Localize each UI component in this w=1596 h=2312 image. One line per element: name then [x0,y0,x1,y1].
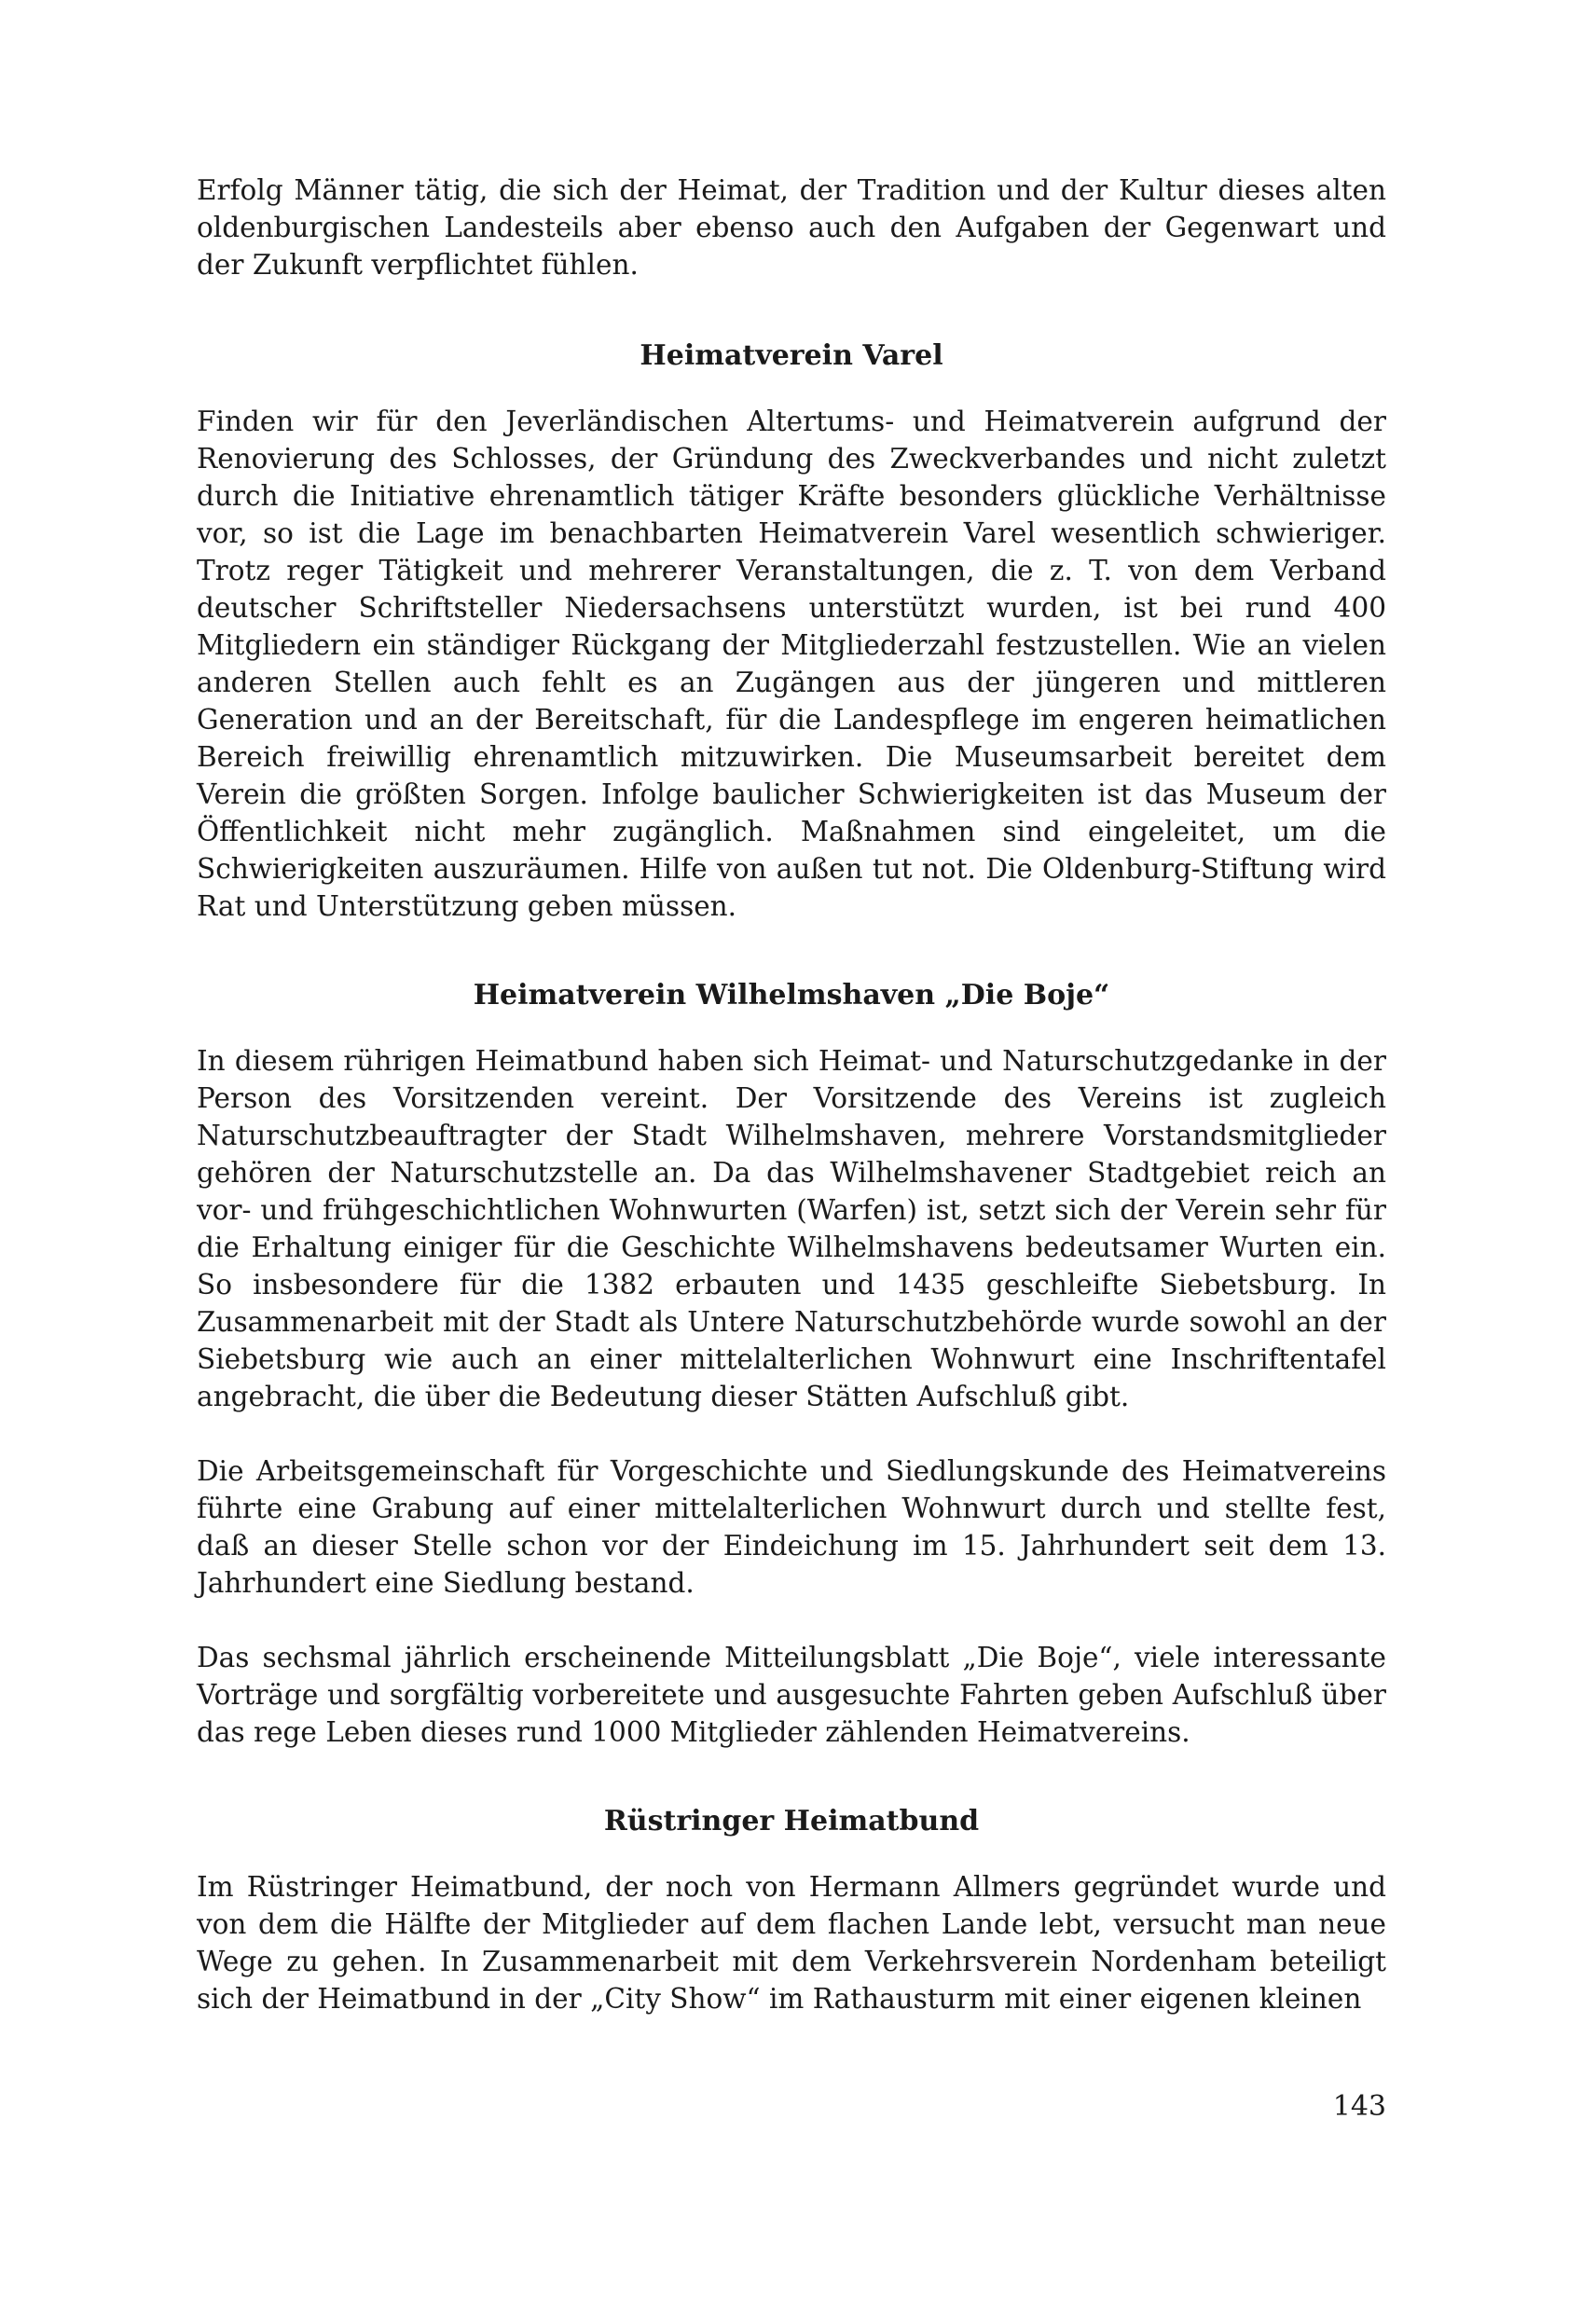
varel-paragraph: Finden wir für den Jeverländischen Altertums- und Heimatverein aufgrund der Renovierung des Schlosses, der Gründung des Zweckverbandes und nicht zuletzt durch die Initiative ehrenamtlich tätiger Kräfte besonders glückliche Verhältnisse vor, so ist die Lage im benachbarten Heimatverein Varel wesentlich schwieriger. Trotz reger Tätigkeit und mehrerer Veranstaltungen, die z. T. von dem Verband deutscher Schriftsteller Niedersachsens unterstützt wurden, ist bei rund 400 Mitgliedern ein ständiger Rückgang der Mitgliederzahl festzustellen. Wie an vielen anderen Stellen auch fehlt es an Zugängen aus der jüngeren und mittleren Generation und an der Bereitschaft, für die Landespflege im engeren heimatlichen Bereich freiwillig ehrenamtlich mitzuwirken. Die Museumsarbeit bereitet dem Verein die größten Sorgen. Infolge baulicher Schwierigkeiten ist das Museum der Öffentlichkeit nicht mehr zugänglich. Maßnahmen sind eingeleitet, um die Schwierigkeiten auszuräumen. Hilfe von außen tut not. Die Oldenburg-Stiftung wird Rat und Unterstützung geben müssen. [197,406,1386,922]
boje-paragraph-3: Das sechsmal jährlich erscheinende Mitteilungsblatt „Die Boje“, viele interessante Vorträge und sorgfältig vorbereitete und ausgesuchte Fahrten geben Aufschluß über das rege Leben dieses rund 1000 Mitglieder zählenden Heimatvereins. [197,1642,1386,1748]
heading-heimatverein-varel: Heimatverein Varel [640,339,943,372]
heading-ruestringer-heimatbund: Rüstringer Heimatbund [603,1805,980,1837]
page-number: 143 [1332,2090,1386,2123]
ruestringer-paragraph: Im Rüstringer Heimatbund, der noch von Hermann Allmers gegründet wurde und von dem die Hälfte der Mitglieder auf dem flachen Lande lebt, versucht man neue Wege zu gehen. In Zusammenarbeit mit dem Verkehrsverein Nordenham beteiligt sich der Heimatbund in der „City Show“ im Rathausturm mit einer eigenen kleinen [197,1871,1386,2015]
boje-paragraph-1: In diesem rührigen Heimatbund haben sich Heimat- und Naturschutzgedanke in der Person des Vorsitzenden vereint. Der Vorsitzende des Vereins ist zugleich Naturschutzbeauftragter der Stadt Wilhelmshaven, mehrere Vorstandsmitglieder gehören der Naturschutzstelle an. Da das Wilhelmshavener Stadtgebiet reich an vor- und frühgeschichtlichen Wohnwurten (Warfen) ist, setzt sich der Verein sehr für die Erhaltung einiger für die Geschichte Wilhelmshavens bedeutsamer Wurten ein. So insbesondere für die 1382 erbauten und 1435 geschleifte Siebetsburg. In Zusammenarbeit mit der Stadt als Untere Naturschutzbehörde wurde sowohl an der Siebetsburg wie auch an einer mittelalterlichen Wohnwurt eine Inschriftentafel angebracht, die über die Bedeutung dieser Stätten Aufschluß gibt. [197,1045,1386,1412]
page-body [197,172,1386,2017]
heading-heimatverein-wilhelmshaven: Heimatverein Wilhelmshaven „Die Boje“ [473,979,1110,1012]
intro-paragraph: Erfolg Männer tätig, die sich der Heimat, der Tradition und der Kultur dieses alten oldenburgischen Landesteils aber ebenso auch den Aufgaben der Gegenwart und der Zukunft verpflichtet fühlen. [197,174,1386,281]
boje-paragraph-2: Die Arbeitsgemeinschaft für Vorgeschichte und Siedlungskunde des Heimatvereins führte eine Grabung auf einer mittelalterlichen Wohnwurt durch und stellte fest, daß an dieser Stelle schon vor der Eindeichung im 15. Jahrhundert seit dem 13. Jahrhundert eine Siedlung bestand. [197,1455,1386,1599]
